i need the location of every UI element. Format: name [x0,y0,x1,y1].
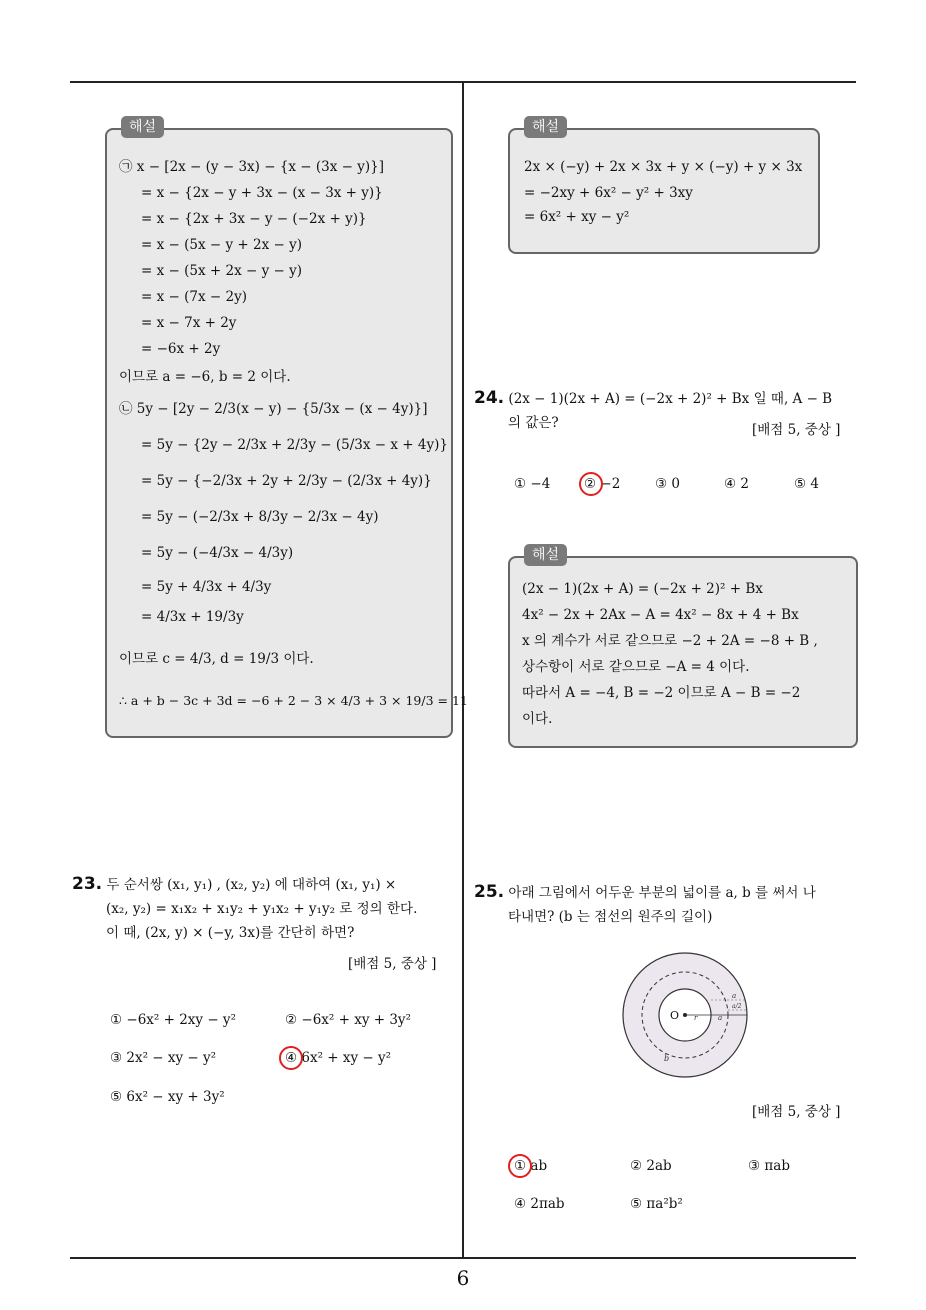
points-label: [배점 5, 중상 ] [348,956,437,972]
answer-mark-circle [579,472,603,496]
sol22-line: = 5y + 4/3x + 4/3y [141,579,272,595]
option-4[interactable]: ④ 2 [724,476,749,492]
option-4[interactable]: ④ 2πab [514,1196,565,1212]
question-23 [72,872,458,945]
solution-tag: 해설 [121,116,164,138]
question-number: 23. [72,874,103,894]
sol24-line: 4x² − 2x + 2Ax − A = 4x² − 8x + 4 + Bx [522,607,799,623]
option-2[interactable]: ② −2 [584,476,621,492]
option-3[interactable]: ③ πab [748,1158,790,1174]
solution-box-22 [105,119,468,738]
option-2[interactable]: ② 2ab [630,1158,672,1174]
answer-mark-circle [508,1154,532,1178]
half-a-label: a/2 [732,1003,742,1010]
sol22-line: 이므로 a = −6, b = 2 이다. [119,369,291,385]
sol22-line: = x − (7x − 2y) [141,289,247,305]
sol22-line: = x − (5x − y + 2x − y) [141,237,302,253]
solution-tag: 해설 [524,544,567,566]
option-3[interactable]: ③ 2x² − xy − y² [110,1050,217,1066]
option-1[interactable]: ① −4 [514,476,551,492]
b-label: b [664,1054,670,1063]
option-5[interactable]: ⑤ 4 [794,476,819,492]
concentric-circles-figure [618,948,752,1082]
question-text: (2x − 1)(2x + A) = (−2x + 2)² + Bx 일 때, A − B [508,391,833,407]
sol22-line: ㉠ x − [2x − (y − 3x) − {x − (3x − y)}] [119,159,385,175]
question-text: (x₂, y₂) = x₁x₂ + x₁y₂ + y₁x₂ + y₁y₂ 로 정의 한다. [106,901,418,917]
sol24-line: 이다. [522,711,553,727]
sol24-line: (2x − 1)(2x + A) = (−2x + 2)² + Bx [522,581,763,597]
center-label: O [670,1009,680,1022]
solution-box-23 [508,119,820,254]
question-text: 의 값은? [508,415,559,431]
question-text: 이 때, (2x, y) × (−y, 3x)를 간단히 하면? [106,925,355,941]
sol24-line: 상수항이 서로 같으므로 −A = 4 이다. [522,659,750,675]
solution-tag: 해설 [524,116,567,138]
sol22-line: = x − 7x + 2y [141,315,237,331]
sol22-line: = 5y − {−2/3x + 2y + 2/3y − (2/3x + 4y)} [141,473,432,489]
sol22-line: ㉡ 5y − [2y − 2/3(x − y) − {5/3x − (x − 4y)}] [119,401,428,417]
sol22-line: = 4/3x + 19/3y [141,609,244,625]
sol22-line: = 5y − (−4/3x − 4/3y) [141,545,294,561]
option-1[interactable]: ① ab [514,1158,548,1174]
question-text: 아래 그림에서 어두운 부분의 넓이를 a, b 를 써서 나 [508,885,816,901]
option-3[interactable]: ③ 0 [655,476,680,492]
sol24-line: 따라서 A = −4, B = −2 이므로 A − B = −2 [522,685,801,701]
radius-label: r [694,1014,698,1022]
column-divider [462,83,464,1257]
option-5[interactable]: ⑤ 6x² − xy + 3y² [110,1089,225,1105]
points-label: [배점 5, 중상 ] [752,1104,841,1120]
sol24-line: x 의 계수가 서로 같으므로 −2 + 2A = −8 + B , [522,633,818,649]
sol22-line: = −6x + 2y [141,341,221,357]
sol23-line: = 6x² + xy − y² [524,209,630,225]
sol23-line: = −2xy + 6x² − y² + 3xy [524,185,693,201]
question-number: 25. [474,882,505,902]
sol22-line: ∴ a + b − 3c + 3d = −6 + 2 − 3 × 4/3 + 3 × 19/3 = 11 [119,693,468,708]
a-top-label: a [732,992,737,1000]
points-label: [배점 5, 중상 ] [752,422,841,438]
sol22-line: 이므로 c = 4/3, d = 19/3 이다. [119,651,314,667]
sol22-line: = x − {2x + 3x − y − (−2x + y)} [141,211,367,227]
sol23-line: 2x × (−y) + 2x × 3x + y × (−y) + y × 3x [524,159,803,175]
page-number: 6 [456,1266,470,1290]
option-2[interactable]: ② −6x² + xy + 3y² [285,1012,411,1028]
question-text: 두 순서쌍 (x₁, y₁) , (x₂, y₂) 에 대하여 (x₁, y₁) × [106,877,397,893]
bottom-rule [70,1257,856,1259]
answer-mark-circle [279,1046,303,1070]
sol22-line: = 5y − (−2/3x + 8/3y − 2/3x − 4y) [141,509,379,525]
question-text: 타내면? (b 는 점선의 원주의 길이) [508,909,713,925]
question-number: 24. [474,388,505,408]
option-5[interactable]: ⑤ πa²b² [630,1196,683,1212]
a-label: a [718,1014,723,1022]
option-1[interactable]: ① −6x² + 2xy − y² [110,1012,236,1028]
solution-box-24 [508,547,858,748]
sol22-line: = 5y − {2y − 2/3x + 2/3y − (5/3x − x + 4y)} [141,437,448,453]
sol22-line: = x − {2x − y + 3x − (x − 3x + y)} [141,185,383,201]
question-25 [474,880,862,929]
sol22-line: = x − (5x + 2x − y − y) [141,263,302,279]
option-4[interactable]: ④ 6x² + xy − y² [285,1050,392,1066]
